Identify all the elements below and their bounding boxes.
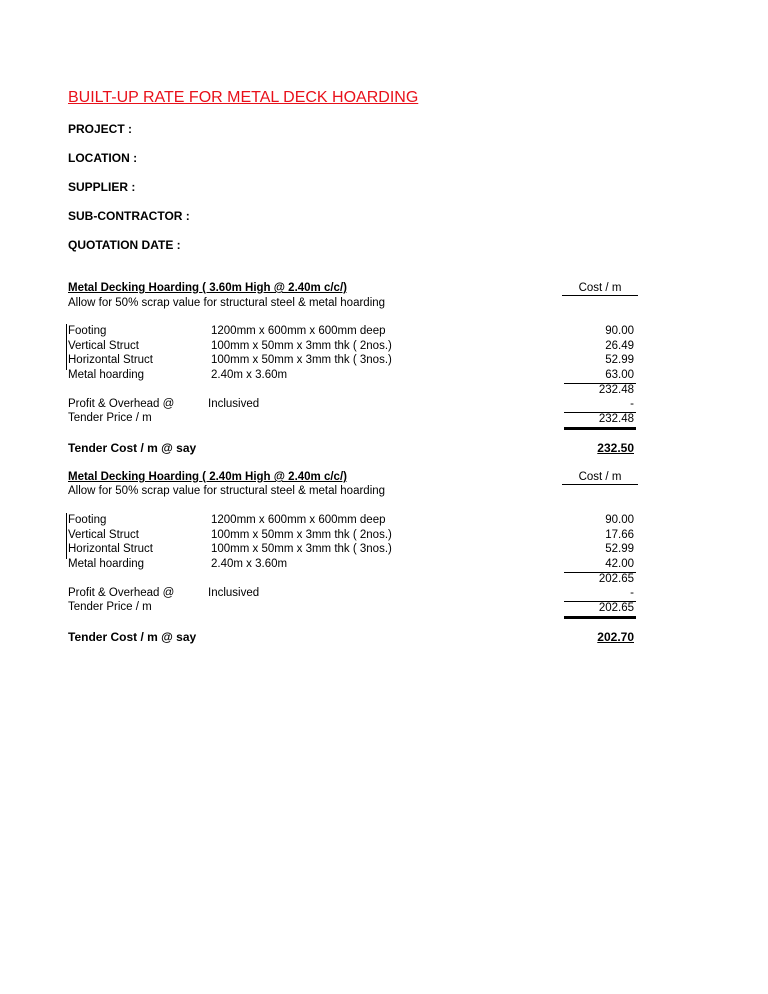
double-rule [564,616,636,619]
profit-spec: Inclusived [208,398,260,410]
item-spec: 1200mm x 600mm x 600mm deep [211,514,386,526]
item-value: 52.99 [605,543,634,555]
price-label: Tender Price / m [68,601,152,613]
item-label: Horizontal Struct [68,543,154,555]
item-value: 63.00 [605,369,634,381]
item-spec: 2.40m x 3.60m [211,369,288,381]
profit-spec: Inclusived [208,587,260,599]
item-label: Vertical Struct [68,340,139,352]
section-heading: Metal Decking Hoarding ( 3.60m High @ 2.40m c/c/) [68,282,347,294]
item-spec: 1200mm x 600mm x 600mm deep [211,325,386,337]
item-label: Footing [68,325,107,337]
row-marker [66,513,67,559]
tender-label: Tender Cost / m @ say [68,441,197,455]
subtotal-value: 202.65 [598,573,634,585]
item-spec: 2.40m x 3.60m [211,558,288,570]
sub-contractor-label: SUB-CONTRACTOR : [68,209,190,223]
item-value: 52.99 [605,354,634,366]
item-label: Vertical Struct [68,529,139,541]
page-title: BUILT-UP RATE FOR METAL DECK HOARDING [68,89,419,106]
item-value: 90.00 [605,514,634,526]
item-value: 26.49 [605,340,634,352]
project-label: PROJECT : [68,122,133,136]
supplier-label: SUPPLIER : [68,180,136,194]
cost-header: Cost / m [562,282,638,296]
price-label: Tender Price / m [68,412,152,424]
item-label: Horizontal Struct [68,354,154,366]
section-note: Allow for 50% scrap value for structural steel & metal hoarding [68,297,386,309]
tender-value: 232.50 [597,441,634,455]
subtotal-value: 232.48 [598,384,634,396]
item-label: Metal hoarding [68,369,145,381]
item-spec: 100mm x 50mm x 3mm thk ( 3nos.) [211,354,392,366]
profit-label: Profit & Overhead @ [68,587,175,599]
item-value: 42.00 [605,558,634,570]
item-value: 90.00 [605,325,634,337]
row-marker [66,324,67,370]
section-note: Allow for 50% scrap value for structural steel & metal hoarding [68,485,386,497]
tender-label: Tender Cost / m @ say [68,630,197,644]
item-spec: 100mm x 50mm x 3mm thk ( 3nos.) [211,543,392,555]
item-spec: 100mm x 50mm x 3mm thk ( 2nos.) [211,529,392,541]
price-value: 202.65 [598,602,634,614]
tender-value: 202.70 [597,630,634,644]
location-label: LOCATION : [68,151,138,165]
quotation-date-label: QUOTATION DATE : [68,238,181,252]
cost-header: Cost / m [562,471,638,485]
profit-value: - [630,587,634,599]
section-heading: Metal Decking Hoarding ( 2.40m High @ 2.40m c/c/) [68,471,347,483]
double-rule [564,427,636,430]
profit-label: Profit & Overhead @ [68,398,175,410]
item-spec: 100mm x 50mm x 3mm thk ( 2nos.) [211,340,392,352]
price-value: 232.48 [598,413,634,425]
item-value: 17.66 [605,529,634,541]
profit-value: - [630,398,634,410]
item-label: Metal hoarding [68,558,145,570]
item-label: Footing [68,514,107,526]
